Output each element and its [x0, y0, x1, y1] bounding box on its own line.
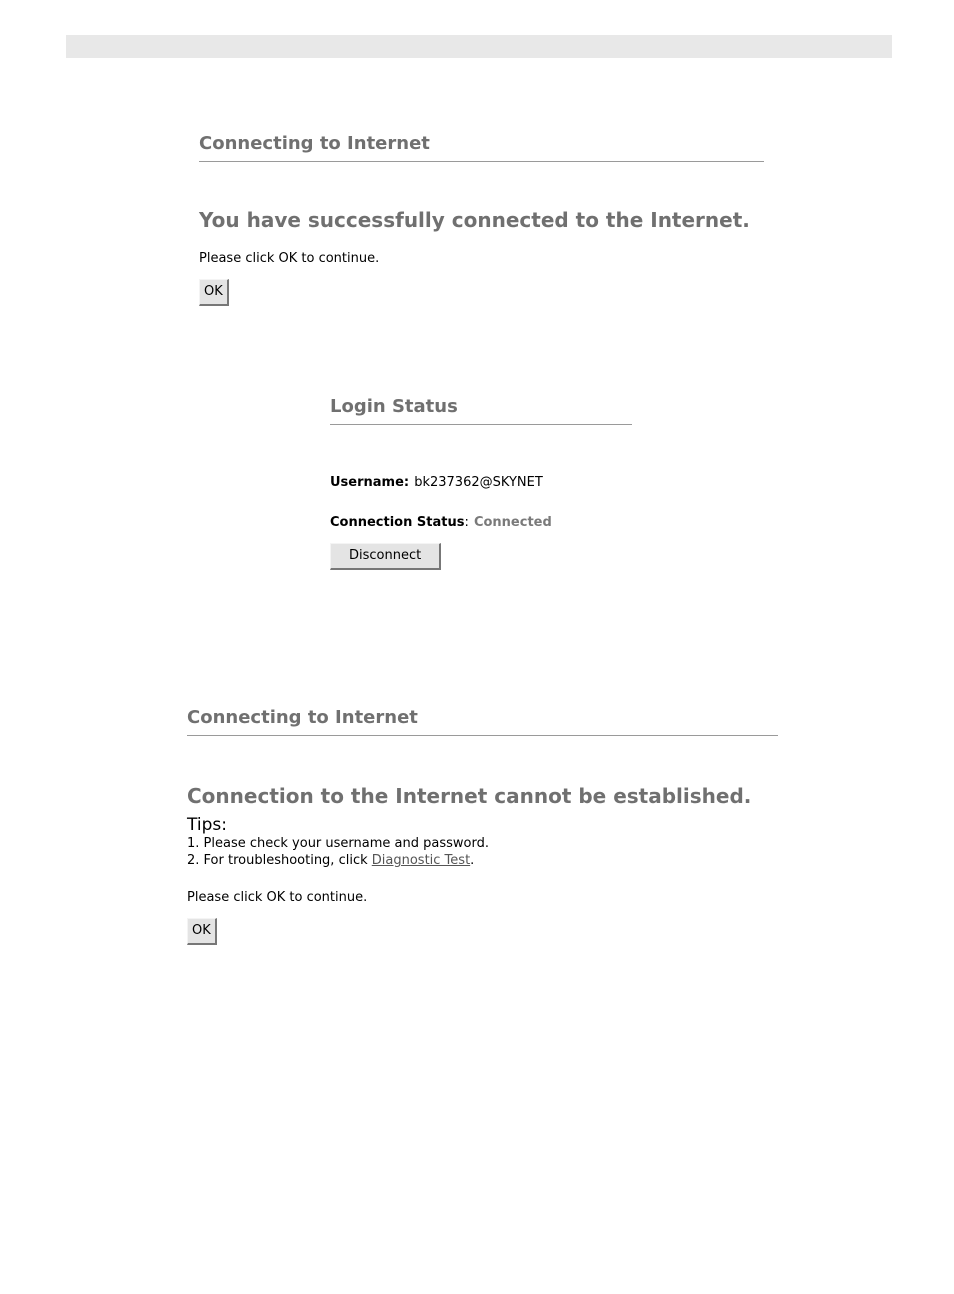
connection-status-row [330, 512, 632, 531]
failure-panel [187, 708, 778, 945]
ok-button[interactable]: OK [199, 279, 229, 306]
username-label: Username: [330, 475, 410, 490]
continue-instruction: Please click OK to continue. [187, 890, 368, 905]
tip-item: 1. Please check your username and password. [187, 836, 489, 851]
disconnect-button[interactable]: Disconnect [330, 543, 441, 570]
status-separator: : [464, 515, 469, 530]
success-message: You have successfully connected to the Internet. [199, 208, 750, 232]
ok-button[interactable]: OK [187, 918, 217, 945]
section-heading: Connecting to Internet [199, 134, 764, 162]
connection-status-label: Connection Status [330, 515, 465, 530]
tip-suffix: . [470, 853, 475, 868]
continue-instruction: Please click OK to continue. [199, 251, 380, 266]
diagnostic-test-link[interactable]: Diagnostic Test [371, 853, 471, 868]
username-value: bk237362@SKYNET [414, 475, 543, 490]
username-row [330, 472, 632, 491]
connection-status-value: Connected [473, 515, 552, 530]
tips-label: Tips: [187, 815, 227, 835]
tip-text: 2. For troubleshooting, click [187, 853, 372, 868]
success-panel [199, 134, 764, 306]
login-status-panel [330, 397, 632, 570]
section-heading: Login Status [330, 397, 632, 425]
failure-message: Connection to the Internet cannot be established. [187, 784, 752, 808]
tip-item [187, 852, 778, 869]
top-bar [66, 35, 892, 58]
section-heading: Connecting to Internet [187, 708, 778, 736]
